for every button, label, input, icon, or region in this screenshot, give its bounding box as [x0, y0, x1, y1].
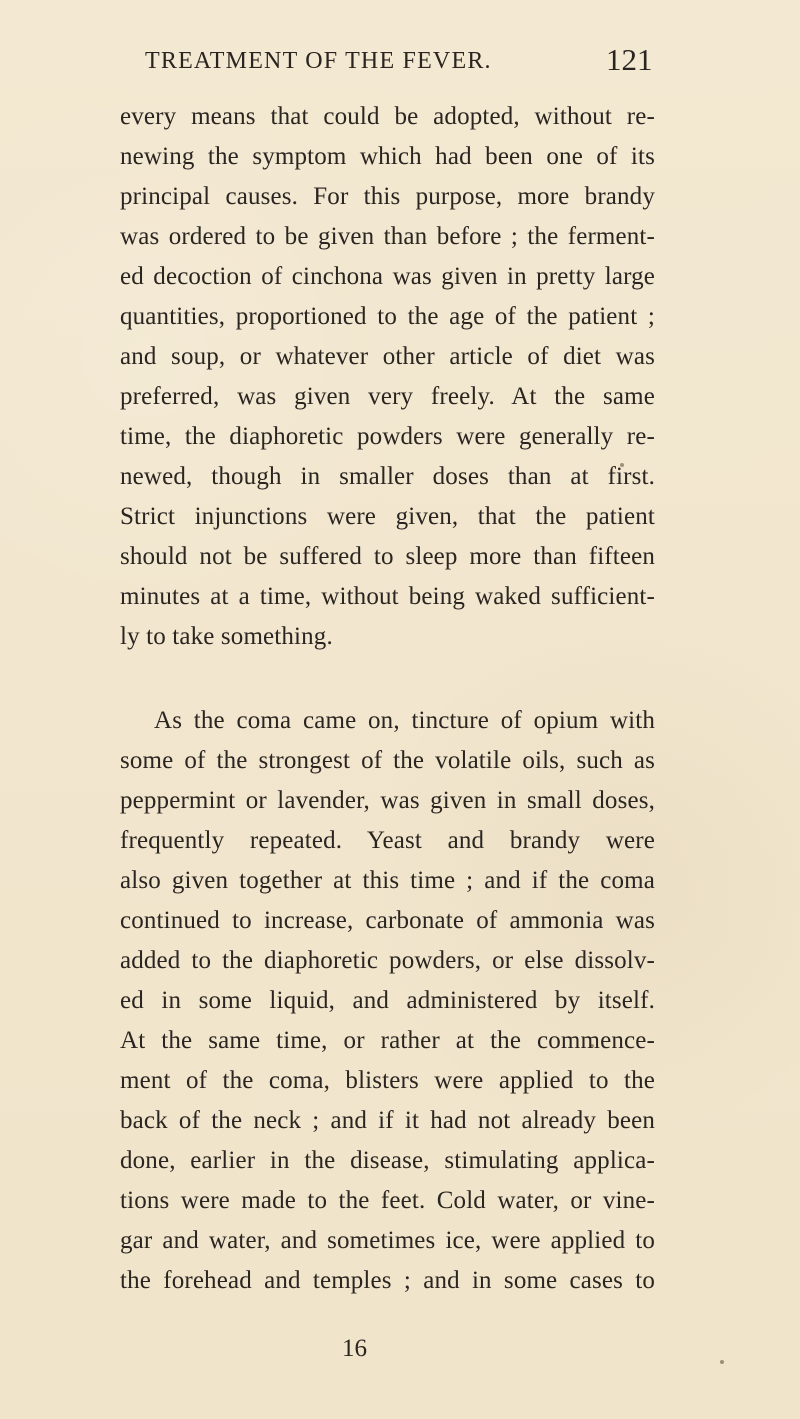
text-line: minutes at a time, without being waked sufficient-: [120, 583, 655, 610]
body-text: [120, 97, 655, 1301]
text-line: principal causes. For this purpose, more brandy: [120, 183, 655, 210]
text-line: time, the diaphoretic powders were generally re-: [120, 423, 655, 450]
paper-speck: [720, 1360, 724, 1364]
text-line: ed decoction of cinchona was given in pretty large: [120, 263, 655, 290]
text-line: continued to increase, carbonate of ammonia was: [120, 907, 655, 934]
signature-mark: 16: [342, 1335, 367, 1362]
text-line: At the same time, or rather at the commence-: [120, 1027, 655, 1054]
paragraph-gap: [120, 657, 655, 701]
text-line: back of the neck ; and if it had not already been: [120, 1107, 655, 1134]
text-line: tions were made to the feet. Cold water, or vine-: [120, 1187, 655, 1214]
paper-speck: [620, 463, 624, 467]
text-line: ed in some liquid, and administered by itself.: [120, 987, 655, 1014]
text-line: also given together at this time ; and if the coma: [120, 867, 655, 894]
text-line: preferred, was given very freely. At the same: [120, 383, 655, 410]
text-line: added to the diaphoretic powders, or else dissolv-: [120, 947, 655, 974]
text-line: frequently repeated. Yeast and brandy were: [120, 827, 655, 854]
running-head: TREATMENT OF THE FEVER.: [145, 48, 492, 74]
text-line: the forehead and temples ; and in some cases to: [120, 1267, 655, 1294]
text-line: done, earlier in the disease, stimulating applica-: [120, 1147, 655, 1174]
text-line: Strict injunctions were given, that the patient: [120, 503, 655, 530]
text-line: every means that could be adopted, without re-: [120, 103, 655, 130]
text-line: and soup, or whatever other article of diet was: [120, 343, 655, 370]
text-line: As the coma came on, tincture of opium with: [154, 707, 655, 734]
text-line: ment of the coma, blisters were applied to the: [120, 1067, 655, 1094]
text-line: should not be suffered to sleep more than fifteen: [120, 543, 655, 570]
text-line: newed, though in smaller doses than at first.: [120, 463, 655, 490]
text-line: was ordered to be given than before ; the ferment-: [120, 223, 655, 250]
paper-speck: [590, 1044, 594, 1048]
text-line: some of the strongest of the volatile oils, such as: [120, 747, 655, 774]
page-number: 121: [606, 42, 653, 77]
text-line: quantities, proportioned to the age of the patient ;: [120, 303, 655, 330]
text-line: gar and water, and sometimes ice, were applied to: [120, 1227, 655, 1254]
text-line: newing the symptom which had been one of its: [120, 143, 655, 170]
text-line: peppermint or lavender, was given in small doses,: [120, 787, 655, 814]
text-line: ly to take something.: [120, 623, 333, 650]
